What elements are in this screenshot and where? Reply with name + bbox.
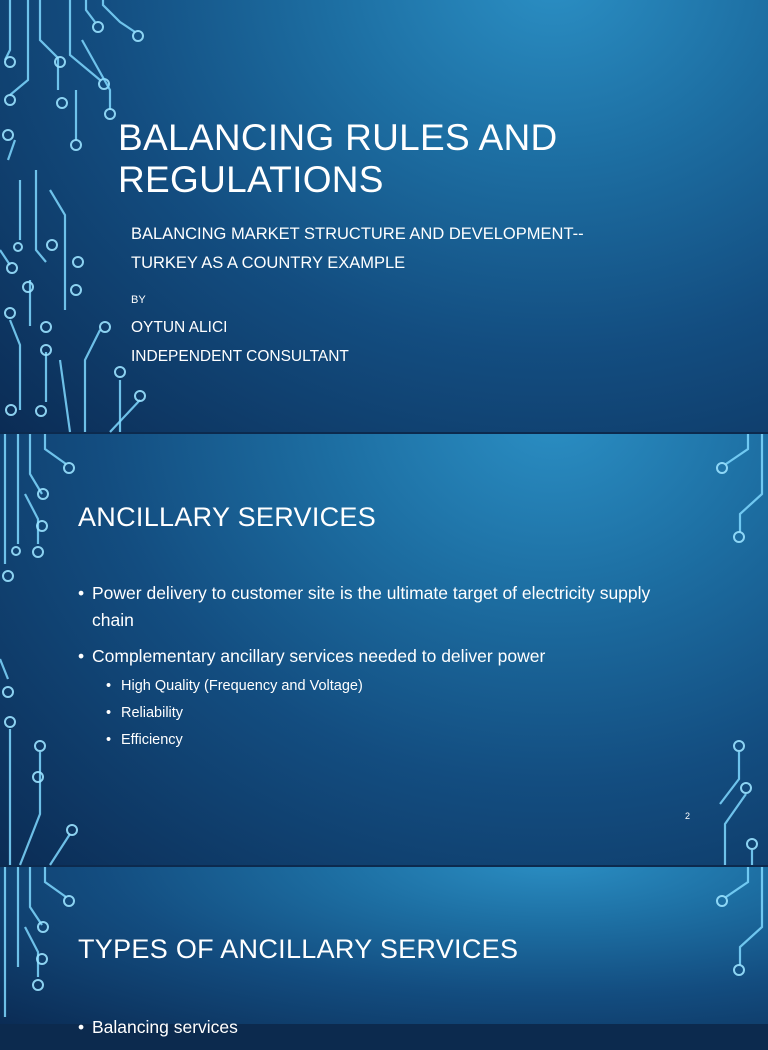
title-line-2: REGULATIONS xyxy=(118,159,384,200)
title-slide xyxy=(0,0,768,432)
author-name: OYTUN ALICI xyxy=(131,319,228,336)
list-item: • Power delivery to customer site is the ultimate target of electricity supply chain xyxy=(78,580,678,634)
author-block xyxy=(131,313,349,371)
presentation-subtitle xyxy=(131,220,584,278)
page-number: 2 xyxy=(685,811,691,821)
bullet-list xyxy=(78,1014,678,1050)
sub-list-item: • High Quality (Frequency and Voltage) xyxy=(92,673,678,700)
list-item xyxy=(78,643,678,754)
sub-list-item: • Efficiency xyxy=(92,727,678,754)
sub-list-item: • Reliability xyxy=(92,700,678,727)
types-of-ancillary-services-slide xyxy=(0,867,768,1037)
author-role: INDEPENDENT CONSULTANT xyxy=(131,348,349,365)
list-item: • Balancing services xyxy=(78,1014,678,1041)
subtitle-line-1: BALANCING MARKET STRUCTURE AND DEVELOPMENT-- xyxy=(131,225,584,243)
list-item-text: Complementary ancillary services needed to deliver power xyxy=(92,646,546,666)
title-line-1: BALANCING RULES AND xyxy=(118,117,558,158)
presentation-title xyxy=(118,117,558,201)
by-label: BY xyxy=(131,294,146,306)
sub-bullet-list xyxy=(92,673,678,754)
bullet-list xyxy=(78,580,678,763)
slide-title: ANCILLARY SERVICES xyxy=(78,502,377,532)
subtitle-line-2: TURKEY AS A COUNTRY EXAMPLE xyxy=(131,254,406,272)
ancillary-services-slide xyxy=(0,434,768,865)
slide-title: TYPES OF ANCILLARY SERVICES xyxy=(78,934,519,964)
